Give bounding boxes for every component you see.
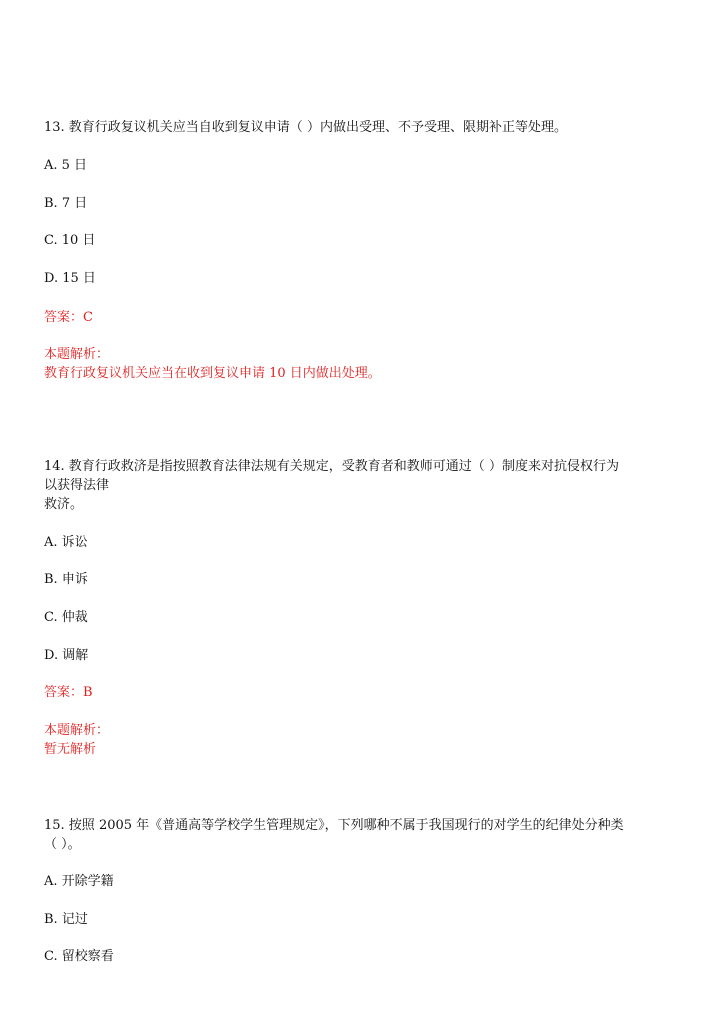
question-15-stem-line-1: 15. 按照 2005 年《普通高等学校学生管理规定》，下列哪种不属于我国现行的对学生的纪律处分种类 (44, 818, 624, 833)
question-14-option-d: D. 调解 (44, 648, 89, 663)
question-15-option-b: B. 记过 (44, 912, 88, 927)
question-15-option-a: A. 开除学籍 (44, 874, 114, 889)
question-13-stem: 13. 教育行政复议机关应当自收到复议申请（ ）内做出受理、不予受理、限期补正等处理。 (44, 120, 567, 135)
question-13-option-c: C. 10 日 (44, 233, 96, 248)
question-14-option-a: A. 诉讼 (44, 535, 88, 550)
question-14-analysis: 暂无解析 (44, 742, 97, 757)
question-14-answer: 答案：B (44, 685, 93, 700)
question-14-option-b: B. 申诉 (44, 572, 88, 587)
question-13-option-b: B. 7 日 (44, 196, 88, 211)
question-14-stem-line-2: 以获得法律 (44, 478, 110, 493)
question-15-option-c: C. 留校察看 (44, 949, 114, 964)
question-13-analysis-title: 本题解析： (44, 347, 110, 362)
question-14-option-c: C. 仲裁 (44, 610, 88, 625)
question-14-stem-line-3: 救济。 (44, 497, 84, 512)
question-13-option-a: A. 5 日 (44, 158, 88, 173)
question-14-analysis-title: 本题解析： (44, 723, 110, 738)
question-13-option-d: D. 15 日 (44, 271, 96, 286)
question-14-stem-line-1: 14. 教育行政救济是指按照教育法律法规有关规定，受教育者和教师可通过（ ）制度来对抗侵权行为 (44, 459, 619, 474)
question-15-stem-line-2: （ ）。 (44, 837, 81, 852)
question-13-analysis: 教育行政复议机关应当在收到复议申请 10 日内做出处理。 (44, 366, 381, 381)
question-13-answer: 答案：C (44, 310, 93, 325)
